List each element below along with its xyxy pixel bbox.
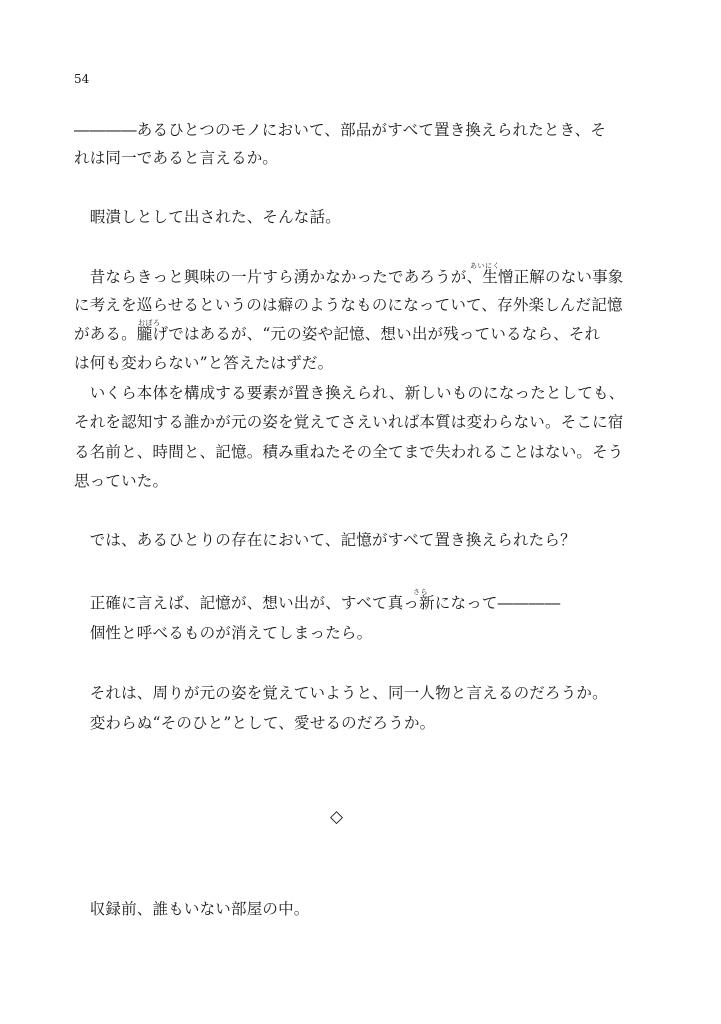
text-line: 正確に言えば、記憶が、想い出が、すべて真っ新になって―――― xyxy=(74,594,561,612)
text-line: ――――あるひとつのモノにおいて、部品がすべて置き換えられたとき、そ xyxy=(74,121,607,139)
text-line: 暇潰しとして出された、そんな話。 xyxy=(74,208,341,226)
text-line: 変わらぬ“そのひと”として、愛せるのだろうか。 xyxy=(74,714,436,732)
section-separator-diamond: ◇ xyxy=(330,807,344,827)
text-line: れは同一であると言えるか。 xyxy=(74,149,279,167)
text-line: 個性と呼べるものが消えてしまったら。 xyxy=(74,624,373,642)
page-number: 54 xyxy=(74,72,90,86)
text-line: それは、周りが元の姿を覚えていようと、同一人物と言えるのだろうか。 xyxy=(74,684,608,702)
ruby-annotation: あいにく xyxy=(470,262,500,270)
text-line: それを認知する誰かが元の姿を覚えてさえいれば本質は変わらない。そこに宿 xyxy=(74,413,624,431)
text-line: 昔ならきっと興味の一片すら湧かなかったであろうが、生憎正解のない事象 xyxy=(74,268,624,286)
text-line: がある。朧げではあるが、“元の姿や記憶、想い出が残っているなら、それ xyxy=(74,325,601,343)
text-line: は何も変わらない”と答えたはずだ。 xyxy=(74,354,334,372)
ruby-annotation: おぼろ xyxy=(138,319,161,327)
text-line: 収録前、誰もいない部屋の中。 xyxy=(74,900,310,918)
text-line: に考えを巡らせるというのは癖のようなものになっていて、存外楽しんだ記憶 xyxy=(74,296,623,314)
text-line: る名前と、時間と、記憶。積み重ねたその全てまで失われることはない。そう xyxy=(74,443,624,461)
text-line: 思っていた。 xyxy=(74,472,169,490)
text-line: では、あるひとりの存在において、記憶がすべて置き換えられたら？ xyxy=(74,531,576,549)
ruby-annotation: さら xyxy=(413,588,428,596)
text-line: いくら本体を構成する要素が置き換えられ、新しいものになったとしても、 xyxy=(74,384,625,402)
